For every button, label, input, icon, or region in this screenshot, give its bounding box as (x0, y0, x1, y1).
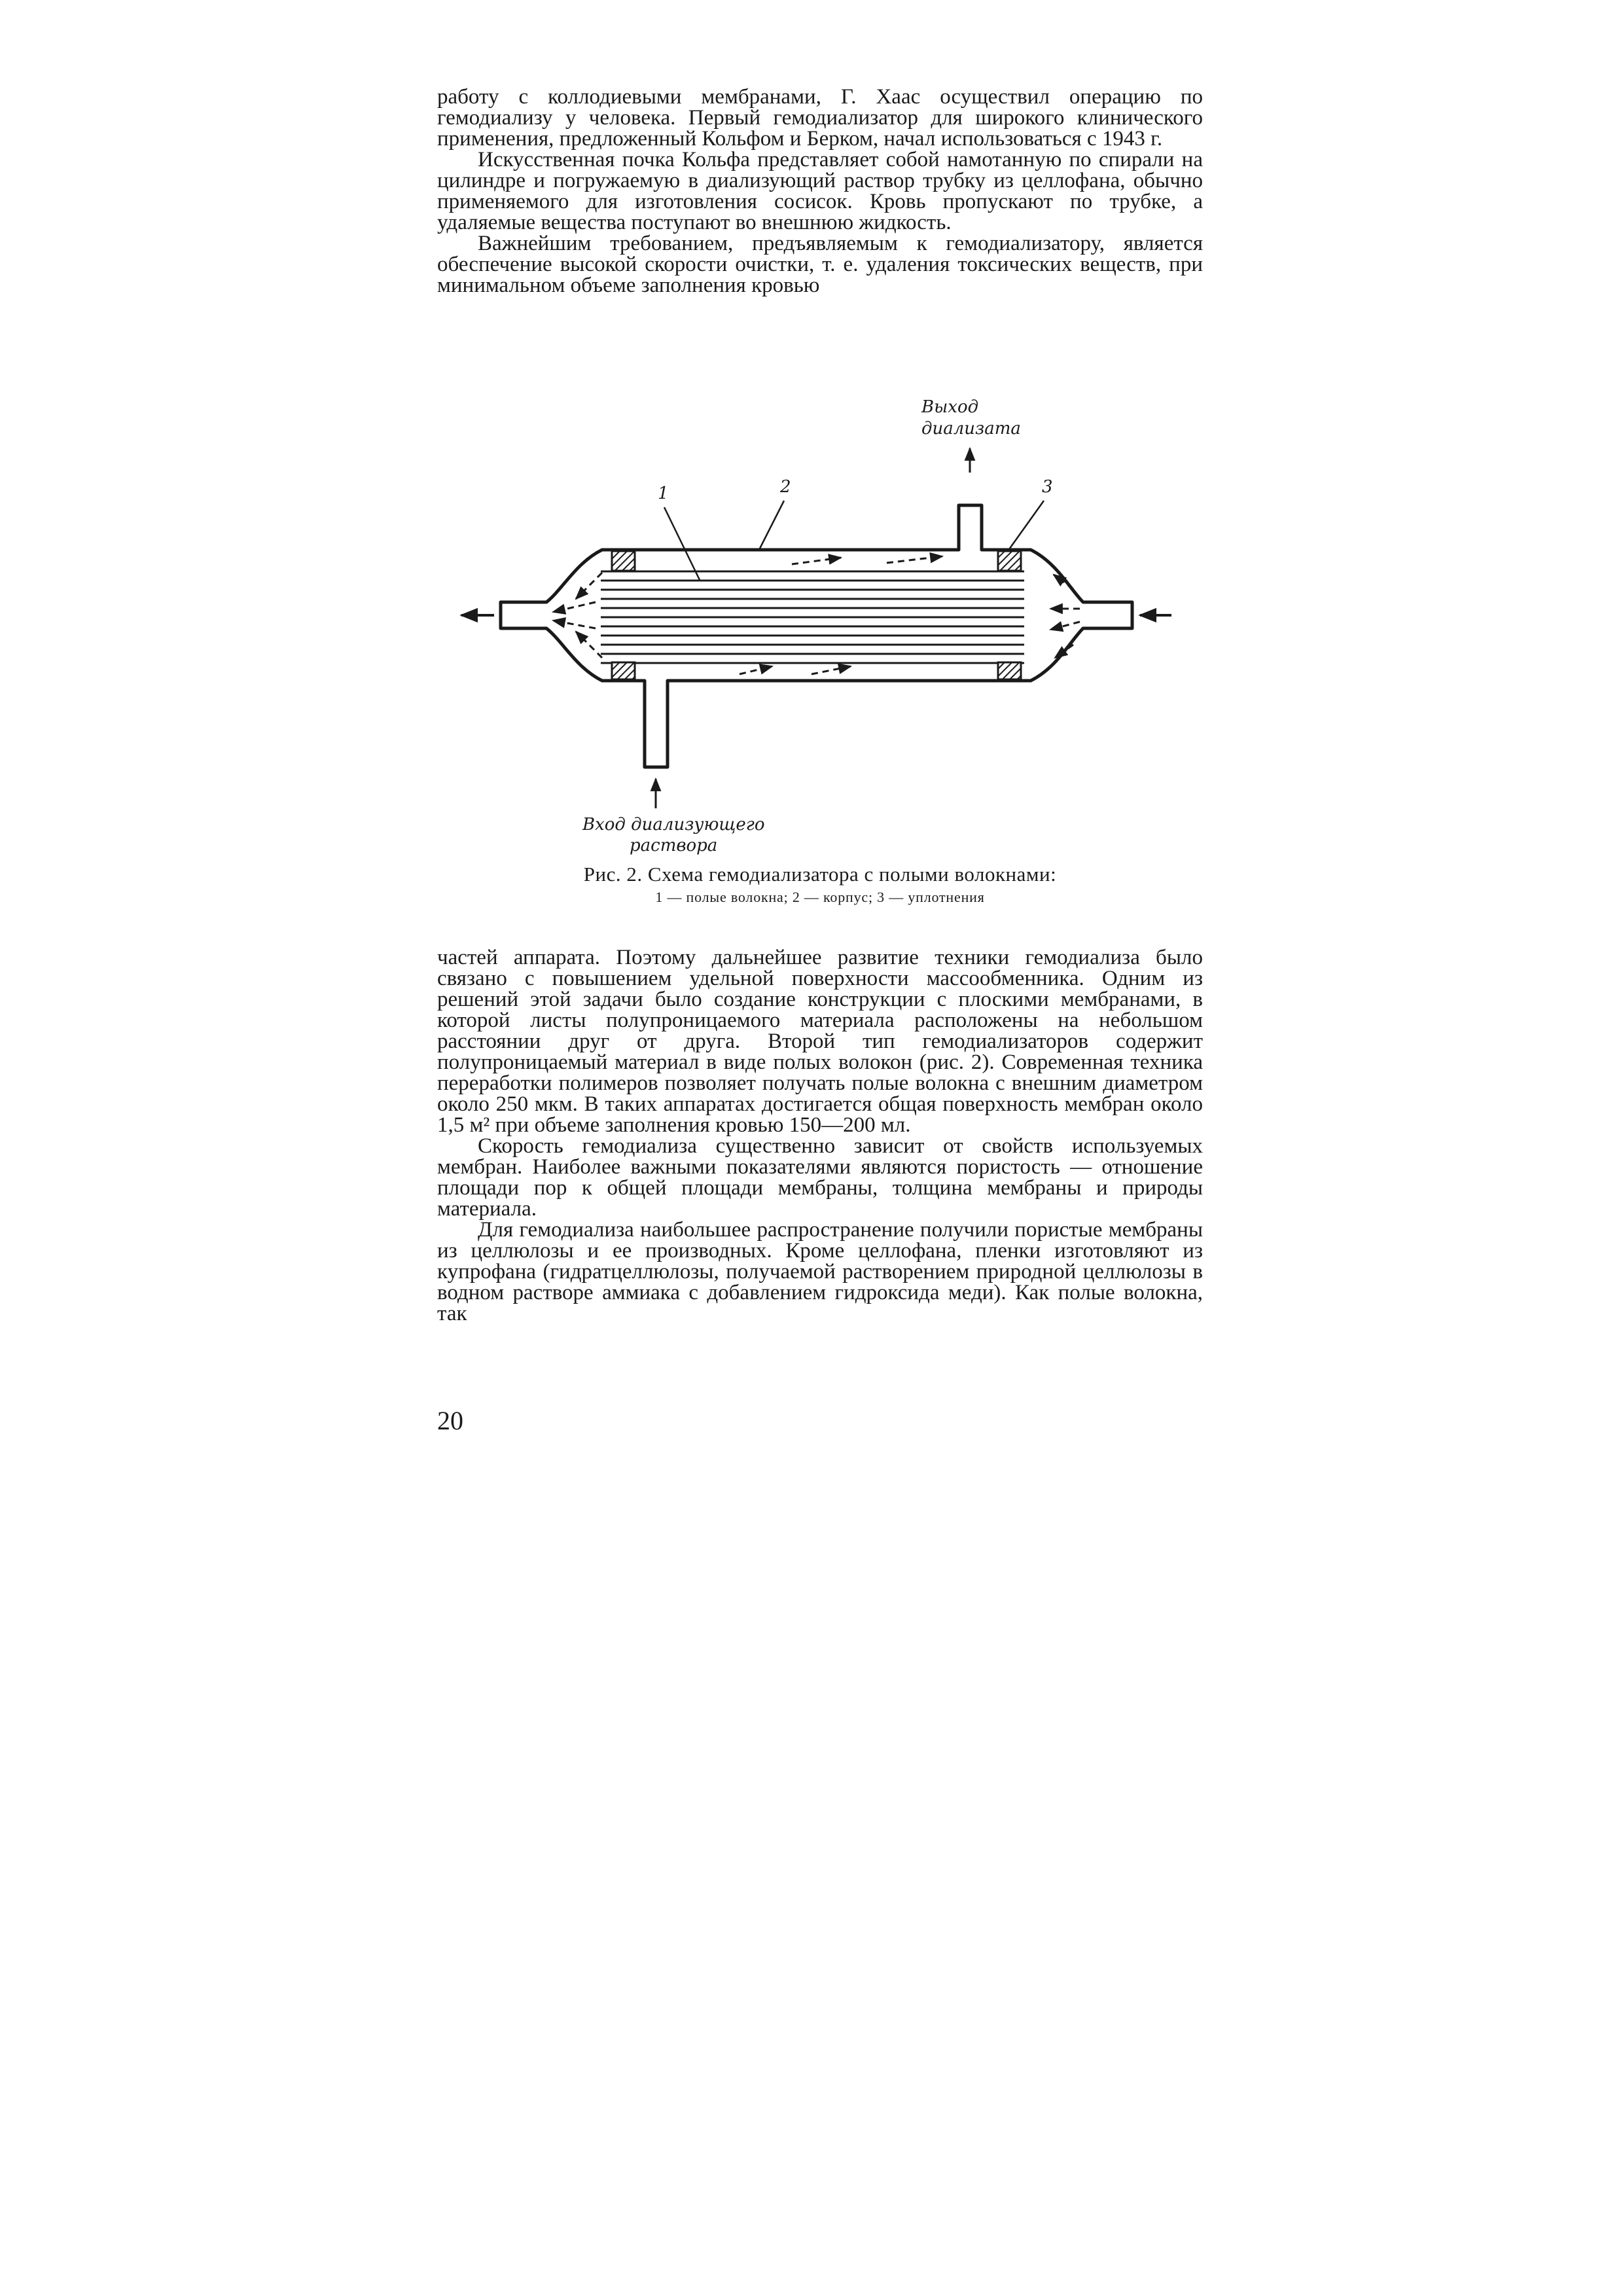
figure-caption (437, 863, 1203, 908)
callout-3: 3 (1042, 477, 1053, 497)
hollow-fibers (601, 571, 1024, 663)
dialysate-outlet-label: Выход (921, 397, 979, 417)
internal-flow-arrows (553, 556, 1080, 674)
dialysate-inlet-label: раствора (630, 836, 718, 855)
callout-2: 2 (780, 477, 791, 497)
paragraph: Важнейшим требованием, предъявляемым к гемодиализатору, является обеспечение высокой скорости очистки, т. е. удаления токсических веществ, при минимальном объеме заполнения кровью (437, 232, 1203, 297)
dialysate-inlet-label: Вход диализующего (582, 815, 765, 834)
callout-leaders (664, 501, 1044, 581)
seals (612, 551, 1021, 679)
top-text-block (437, 86, 1203, 296)
paragraph: частей аппарата. Поэтому дальнейшее развитие техники гемодиализа было связано с повышением удельной поверхности массообменника. Одним из решений этой задачи было создание конструкции с плоскими мембранами, в которой листы полупроницаемого материала расположены на небольшом расстоянии друг от друга. Второй тип гемодиализаторов содержит полупроницаемый материал в виде полых волокон (рис. 2). Современная техника переработки полимеров позволяет получать полые волокна с внешним диаметром около 250 мкм. В таких аппаратах достигается общая поверхность мембран около 1,5 м² при объеме заполнения кровью 150—200 мл. (437, 946, 1203, 1137)
caption-title: Рис. 2. Схема гемодиализатора с полыми волокнами: (583, 863, 1057, 886)
hemodialyzer-diagram (432, 386, 1191, 870)
paragraph: Искусственная почка Кольфа представляет собой намотанную по спирали на цилиндре и погружаемую в диализующий раствор трубку из целлофана, обычно применяемого для изготовления сосисок. Кровь пропускают по трубке, а удаляемые вещества поступают во внешнюю жидкость. (437, 148, 1203, 234)
paragraph: Скорость гемодиализа существенно зависит от свойств используемых мембран. Наиболее важными показателями являются пористость — отношение площади пор к общей площади мембраны, толщина мембраны и природы материала. (437, 1134, 1203, 1221)
page-number: 20 (437, 1406, 463, 1435)
bottom-text-block (437, 947, 1203, 1324)
paragraph: работу с коллодиевыми мембранами, Г. Хаас осуществил операцию по гемодиализу у человека. Первый гемодиализатор для широкого клинического применения, предложенный Кольфом и Берком, начал использоваться с 1943 г. (437, 85, 1203, 151)
caption-legend: 1 — полые волокна; 2 — корпус; 3 — уплотнения (655, 889, 985, 905)
dialysate-outlet-label: диализата (921, 419, 1021, 439)
paragraph: Для гемодиализа наибольшее распространение получили пористые мембраны из целлюлозы и ее производных. Кроме целлофана, пленки изготовляют из купрофана (гидратцеллюлозы, получаемой растворением природной целлюлозы в водном растворе аммиака с добавлением гидроксида меди). Как полые волокна, так (437, 1218, 1203, 1325)
callout-1: 1 (658, 484, 669, 503)
